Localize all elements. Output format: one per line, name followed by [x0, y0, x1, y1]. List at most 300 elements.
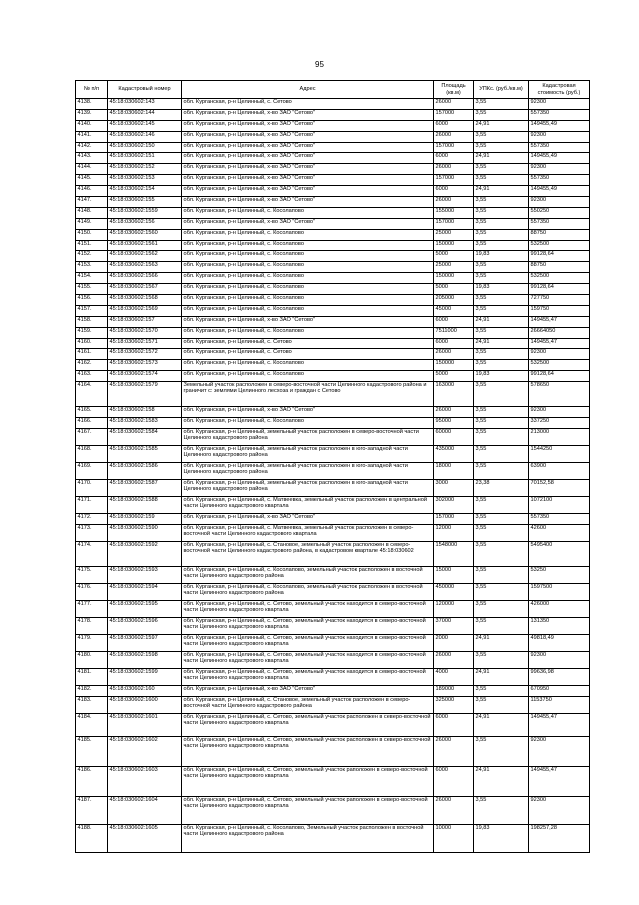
row-number: 4140.	[76, 120, 108, 131]
area: 450000	[434, 583, 474, 600]
upks: 3,55	[474, 696, 529, 713]
cadastral-number: 45:18:030602:1560	[108, 229, 182, 240]
upks: 19,83	[474, 284, 529, 295]
table-row	[76, 696, 590, 713]
cadastral-number: 45:18:030602:1603	[108, 766, 182, 796]
row-number: 4157.	[76, 305, 108, 316]
cadastral-cost: 149455,49	[529, 186, 590, 197]
cadastral-number: 45:18:030602:1568	[108, 295, 182, 306]
address: обл. Курганская, р-н Целинный, х-во ЗАО "Сетово"	[182, 120, 434, 131]
cadastral-number: 45:18:030602:1583	[108, 418, 182, 429]
cadastral-number: 45:18:030602:1579	[108, 382, 182, 407]
cadastral-cost: 557350	[529, 513, 590, 524]
address: обл. Курганская, р-н Целинный, с. Косолапово, земельный участок расположен в восточной части Целинного кадастрового района	[182, 566, 434, 583]
upks: 3,55	[474, 513, 529, 524]
address: обл. Курганская, р-н Целинный, с. Косолапово	[182, 305, 434, 316]
upks: 3,55	[474, 327, 529, 338]
address: обл. Курганская, р-н Целинный, с. Косолапово	[182, 371, 434, 382]
area: 150000	[434, 240, 474, 251]
upks: 3,55	[474, 541, 529, 566]
address: обл. Курганская, р-н Целинный, земельный участок расположен в юго-западной части Целинного кадастрового района	[182, 462, 434, 479]
upks: 3,55	[474, 685, 529, 696]
upks: 3,55	[474, 349, 529, 360]
cadastral-cost: 426000	[529, 600, 590, 617]
address: обл. Курганская, р-н Целинный, с. Сетово, земельный участок находится в северо-восточной части Целинного кадастрового квартала	[182, 668, 434, 685]
row-number: 4181.	[76, 668, 108, 685]
area: 157000	[434, 175, 474, 186]
cadastral-number: 45:18:030602:156	[108, 218, 182, 229]
cadastral-cost: 92300	[529, 131, 590, 142]
cadastral-cost: 92300	[529, 164, 590, 175]
row-number: 4159.	[76, 327, 108, 338]
cadastral-cost: 149455,49	[529, 120, 590, 131]
area: 5000	[434, 284, 474, 295]
table-row	[76, 186, 590, 197]
area: 6000	[434, 766, 474, 796]
address: обл. Курганская, р-н Целинный, х-во ЗАО "Сетово"	[182, 186, 434, 197]
cadastral-cost: 1597500	[529, 583, 590, 600]
cadastral-number: 45:18:030602:1604	[108, 796, 182, 824]
table-row	[76, 153, 590, 164]
area: 150000	[434, 273, 474, 284]
row-number: 4168.	[76, 445, 108, 462]
cadastral-cost: 92300	[529, 796, 590, 824]
address: обл. Курганская, р-н Целинный, с. Косолапово	[182, 295, 434, 306]
area: 1548000	[434, 541, 474, 566]
area: 157000	[434, 109, 474, 120]
address: обл. Курганская, р-н Целинный, с. Становое, земельный участок расположен в северо-восточной части Целинного кадастрового района, в кадастровом квартале 45:18:030602	[182, 541, 434, 566]
cadastral-number: 45:18:030602:154	[108, 186, 182, 197]
cadastral-number: 45:18:030602:1598	[108, 651, 182, 668]
area: 25000	[434, 262, 474, 273]
cadastral-number: 45:18:030602:145	[108, 120, 182, 131]
address: обл. Курганская, р-н Целинный, с. Сетово, земельный участок раположен в северо-восточной части Целинного кадастрового квартала	[182, 796, 434, 824]
cadastral-cost: 88750	[529, 229, 590, 240]
table-row	[76, 240, 590, 251]
area: 12000	[434, 524, 474, 541]
upks: 24,91	[474, 120, 529, 131]
address: обл. Курганская, р-н Целинный, с. Сетово	[182, 338, 434, 349]
cadastral-number: 45:18:030602:159	[108, 513, 182, 524]
cadastral-cost: 557350	[529, 175, 590, 186]
area: 60000	[434, 428, 474, 445]
table-row	[76, 766, 590, 796]
cadastral-cost: 149455,47	[529, 713, 590, 736]
cadastral-cost: 99128,64	[529, 371, 590, 382]
upks: 3,55	[474, 175, 529, 186]
area: 37000	[434, 617, 474, 634]
row-number: 4183.	[76, 696, 108, 713]
cadastral-number: 45:18:030602:144	[108, 109, 182, 120]
area: 163000	[434, 382, 474, 407]
address: обл. Курганская, р-н Целинный, х-во ЗАО "Сетово"	[182, 175, 434, 186]
area: 157000	[434, 218, 474, 229]
row-number: 4150.	[76, 229, 108, 240]
row-number: 4176.	[76, 583, 108, 600]
cadastral-number: 45:18:030602:150	[108, 142, 182, 153]
row-number: 4167.	[76, 428, 108, 445]
table-row	[76, 445, 590, 462]
upks: 24,91	[474, 668, 529, 685]
upks: 3,55	[474, 566, 529, 583]
cadastral-cost: 149455,47	[529, 316, 590, 327]
cadastral-cost: 727750	[529, 295, 590, 306]
area: 157000	[434, 142, 474, 153]
table-row	[76, 407, 590, 418]
row-number: 4147.	[76, 197, 108, 208]
cadastral-cost: 1072100	[529, 496, 590, 513]
area: 26000	[434, 349, 474, 360]
cadastral-number: 45:18:030602:1566	[108, 273, 182, 284]
page-number: 95	[315, 60, 324, 69]
cadastral-cost: 159750	[529, 305, 590, 316]
area: 205000	[434, 295, 474, 306]
area: 155000	[434, 207, 474, 218]
cadastral-number: 45:18:030602:143	[108, 99, 182, 110]
table-row	[76, 229, 590, 240]
upks: 19,83	[474, 824, 529, 852]
row-number: 4175.	[76, 566, 108, 583]
address: обл. Курганская, р-н Целинный, с. Косолапово, Земельный участок расположен в восточной части Целинного кадастрового района	[182, 824, 434, 852]
row-number: 4164.	[76, 382, 108, 407]
area: 189000	[434, 685, 474, 696]
cadastral-number: 45:18:030602:1562	[108, 251, 182, 262]
cadastral-number: 45:18:030602:1561	[108, 240, 182, 251]
row-number: 4154.	[76, 273, 108, 284]
area: 26000	[434, 197, 474, 208]
upks: 3,55	[474, 262, 529, 273]
table-row	[76, 566, 590, 583]
area: 6000	[434, 153, 474, 164]
address: обл. Курганская, р-н Целинный, с. Косолапово	[182, 251, 434, 262]
cadastral-number: 45:18:030602:160	[108, 685, 182, 696]
area: 25000	[434, 229, 474, 240]
table-row	[76, 824, 590, 852]
cadastral-cost: 557350	[529, 109, 590, 120]
cadastral-number: 45:18:030602:1569	[108, 305, 182, 316]
cadastral-cost: 92300	[529, 736, 590, 766]
cadastral-number: 45:18:030602:1586	[108, 462, 182, 479]
cadastral-cost: 92300	[529, 407, 590, 418]
header-cadastral-cost: Кадастровая стоимость (руб.)	[529, 81, 590, 99]
upks: 24,91	[474, 634, 529, 651]
area: 4000	[434, 668, 474, 685]
cadastral-cost: 532500	[529, 273, 590, 284]
area: 325000	[434, 696, 474, 713]
area: 5000	[434, 371, 474, 382]
table-row	[76, 164, 590, 175]
cadastral-number: 45:18:030602:153	[108, 175, 182, 186]
cadastral-number: 45:18:030602:1600	[108, 696, 182, 713]
cadastral-number: 45:18:030602:1597	[108, 634, 182, 651]
table-row	[76, 197, 590, 208]
row-number: 4174.	[76, 541, 108, 566]
row-number: 4148.	[76, 207, 108, 218]
header-cadastral-number: Кадастровый номер	[108, 81, 182, 99]
row-number: 4165.	[76, 407, 108, 418]
area: 6000	[434, 316, 474, 327]
cadastral-number: 45:18:030602:1588	[108, 496, 182, 513]
address: обл. Курганская, р-н Целинный, х-во ЗАО "Сетово"	[182, 131, 434, 142]
table-row	[76, 273, 590, 284]
row-number: 4143.	[76, 153, 108, 164]
cadastral-number: 45:18:030602:1572	[108, 349, 182, 360]
upks: 24,91	[474, 316, 529, 327]
upks: 3,55	[474, 796, 529, 824]
address: обл. Курганская, р-н Целинный, х-во ЗАО "Сетово"	[182, 164, 434, 175]
area: 18000	[434, 462, 474, 479]
row-number: 4141.	[76, 131, 108, 142]
address: обл. Курганская, р-н Целинный, с. Матвеевка, земельный участок расположен в центральной части Целинного кадастрового квартала	[182, 496, 434, 513]
area: 15000	[434, 566, 474, 583]
cadastral-number: 45:18:030602:152	[108, 164, 182, 175]
upks: 3,55	[474, 617, 529, 634]
table-row	[76, 120, 590, 131]
row-number: 4152.	[76, 251, 108, 262]
table-row	[76, 284, 590, 295]
row-number: 4144.	[76, 164, 108, 175]
cadastral-cost: 557350	[529, 218, 590, 229]
address: обл. Курганская, р-н Целинный, с. Сетово, земельный участок находится в северо-восточной части Целинного кадастрового квартала	[182, 617, 434, 634]
cadastral-number: 45:18:030602:1587	[108, 479, 182, 496]
address: Земельный участок расположен в северо-восточной части Целинного кадастрового района и граничит с: землями Целинного лесхоза и граждан с Сетово	[182, 382, 434, 407]
area: 302000	[434, 496, 474, 513]
upks: 3,55	[474, 240, 529, 251]
address: обл. Курганская, р-н Целинный, с. Косолапово	[182, 207, 434, 218]
upks: 3,55	[474, 164, 529, 175]
upks: 3,55	[474, 131, 529, 142]
row-number: 4177.	[76, 600, 108, 617]
area: 157000	[434, 513, 474, 524]
address: обл. Курганская, р-н Целинный, с. Косолапово	[182, 360, 434, 371]
address: обл. Курганская, р-н Целинный, с. Косолапово	[182, 229, 434, 240]
area: 26000	[434, 99, 474, 110]
cadastral-number: 45:18:030602:1573	[108, 360, 182, 371]
cadastral-cost: 70152,58	[529, 479, 590, 496]
address: обл. Курганская, р-н Целинный, с. Косолапово	[182, 418, 434, 429]
upks: 3,55	[474, 229, 529, 240]
row-number: 4187.	[76, 796, 108, 824]
upks: 3,55	[474, 273, 529, 284]
cadastral-cost: 49818,49	[529, 634, 590, 651]
address: обл. Курганская, р-н Целинный, с. Косолапово, земельный участок расположен в восточной части Целинного кадастрового района	[182, 583, 434, 600]
cadastral-cost: 213000	[529, 428, 590, 445]
table-row	[76, 360, 590, 371]
cadastral-number: 45:18:030602:1559	[108, 207, 182, 218]
upks: 3,55	[474, 524, 529, 541]
cadastral-cost: 149455,49	[529, 153, 590, 164]
address: обл. Курганская, р-н Целинный, х-во ЗАО "Сетово"	[182, 197, 434, 208]
row-number: 4145.	[76, 175, 108, 186]
address: обл. Курганская, р-н Целинный, х-во ЗАО "Сетово"	[182, 109, 434, 120]
cadastral-cost: 578650	[529, 382, 590, 407]
address: обл. Курганская, р-н Целинный, с. Косолапово	[182, 273, 434, 284]
cadastral-cost: 1544250	[529, 445, 590, 462]
address: обл. Курганская, р-н Целинный, х-во ЗАО "Сетово"	[182, 142, 434, 153]
cadastral-cost: 337250	[529, 418, 590, 429]
table-row	[76, 617, 590, 634]
cadastral-cost: 92300	[529, 197, 590, 208]
area: 120000	[434, 600, 474, 617]
upks: 3,55	[474, 142, 529, 153]
address: обл. Курганская, р-н Целинный, х-во ЗАО "Сетово"	[182, 513, 434, 524]
table-row	[76, 428, 590, 445]
cadastral-cost: 532500	[529, 240, 590, 251]
row-number: 4185.	[76, 736, 108, 766]
table-row	[76, 713, 590, 736]
cadastral-number: 45:18:030602:1571	[108, 338, 182, 349]
upks: 3,55	[474, 445, 529, 462]
table-row	[76, 462, 590, 479]
address: обл. Курганская, р-н Целинный, с. Сетово, земельный участок раположен в северо-восточной части Целинного кадастрового квартала	[182, 766, 434, 796]
address: обл. Курганская, р-н Целинный, с. Косолапово	[182, 240, 434, 251]
table-row	[76, 327, 590, 338]
cadastral-cost: 557350	[529, 142, 590, 153]
cadastral-cost: 92300	[529, 99, 590, 110]
cadastral-number: 45:18:030602:1584	[108, 428, 182, 445]
cadastral-number: 45:18:030602:1574	[108, 371, 182, 382]
row-number: 4188.	[76, 824, 108, 852]
address: обл. Курганская, р-н Целинный, с. Матвеевка, земельный участок расположен в северо-восточной части Целинного кадастрового квартала	[182, 524, 434, 541]
table-row	[76, 524, 590, 541]
row-number: 4158.	[76, 316, 108, 327]
area: 6000	[434, 713, 474, 736]
cadastral-cost: 670950	[529, 685, 590, 696]
upks: 24,91	[474, 186, 529, 197]
table-row	[76, 131, 590, 142]
area: 7511000	[434, 327, 474, 338]
row-number: 4186.	[76, 766, 108, 796]
area: 6000	[434, 338, 474, 349]
area: 95000	[434, 418, 474, 429]
cadastral-cost: 92300	[529, 651, 590, 668]
cadastral-cost: 1153750	[529, 696, 590, 713]
table-row	[76, 371, 590, 382]
row-number: 4163.	[76, 371, 108, 382]
table-row	[76, 634, 590, 651]
area: 435000	[434, 445, 474, 462]
cadastral-number: 45:18:030602:1567	[108, 284, 182, 295]
cadastral-cost: 550250	[529, 207, 590, 218]
area: 26000	[434, 164, 474, 175]
cadastral-number: 45:18:030602:1590	[108, 524, 182, 541]
table-row	[76, 175, 590, 186]
row-number: 4172.	[76, 513, 108, 524]
table-row	[76, 99, 590, 110]
upks: 24,91	[474, 713, 529, 736]
upks: 3,55	[474, 407, 529, 418]
row-number: 4166.	[76, 418, 108, 429]
upks: 3,55	[474, 218, 529, 229]
cadastral-number: 45:18:030602:151	[108, 153, 182, 164]
row-number: 4149.	[76, 218, 108, 229]
cadastral-cost: 198257,28	[529, 824, 590, 852]
table-row	[76, 142, 590, 153]
row-number: 4153.	[76, 262, 108, 273]
header-number: № п/п	[76, 81, 108, 99]
cadastral-cost: 149455,47	[529, 338, 590, 349]
cadastral-number: 45:18:030602:1563	[108, 262, 182, 273]
row-number: 4151.	[76, 240, 108, 251]
row-number: 4180.	[76, 651, 108, 668]
table-row	[76, 496, 590, 513]
row-number: 4160.	[76, 338, 108, 349]
cadastral-cost: 99128,64	[529, 284, 590, 295]
table-row	[76, 583, 590, 600]
table-row	[76, 207, 590, 218]
area: 26000	[434, 131, 474, 142]
table-row	[76, 651, 590, 668]
upks: 3,55	[474, 382, 529, 407]
address: обл. Курганская, р-н Целинный, х-во ЗАО "Сетово"	[182, 685, 434, 696]
cadastral-cost: 53250	[529, 566, 590, 583]
table-row	[76, 796, 590, 824]
table-row	[76, 418, 590, 429]
table-row	[76, 109, 590, 120]
cadastral-cost: 99636,98	[529, 668, 590, 685]
cadastral-number: 45:18:030602:1599	[108, 668, 182, 685]
header-area: Площадь (кв.м)	[434, 81, 474, 99]
address: обл. Курганская, р-н Целинный, х-во ЗАО "Сетово"	[182, 407, 434, 418]
cadastral-cost: 26664050	[529, 327, 590, 338]
table-header-row	[76, 81, 590, 99]
area: 3000	[434, 479, 474, 496]
table-row	[76, 338, 590, 349]
address: обл. Курганская, р-н Целинный, х-во ЗАО "Сетово"	[182, 316, 434, 327]
upks: 3,55	[474, 600, 529, 617]
address: обл. Курганская, р-н Целинный, с. Сетово, земельный участок находится в северо-восточной части Целинного кадастрового квартала	[182, 634, 434, 651]
upks: 3,55	[474, 462, 529, 479]
upks: 3,55	[474, 428, 529, 445]
address: обл. Курганская, р-н Целинный, с. Сетово	[182, 349, 434, 360]
address: обл. Курганская, р-н Целинный, с. Сетово, земельный участок находится в северо-восточной части Целинного кадастрового квартала	[182, 651, 434, 668]
cadastral-number: 45:18:030602:155	[108, 197, 182, 208]
area: 150000	[434, 360, 474, 371]
address: обл. Курганская, р-н Целинный, с. Сетово, земельный участок находится в северо-восточной части Целинного кадастрового квартала	[182, 600, 434, 617]
upks: 3,55	[474, 207, 529, 218]
upks: 3,55	[474, 583, 529, 600]
cadastral-cost: 88750	[529, 262, 590, 273]
upks: 3,55	[474, 197, 529, 208]
cadastral-number: 45:18:030602:1570	[108, 327, 182, 338]
table-row	[76, 382, 590, 407]
address: обл. Курганская, р-н Целинный, с. Сетово	[182, 99, 434, 110]
cadastral-table	[75, 80, 590, 853]
upks: 3,55	[474, 418, 529, 429]
header-upks: УПКс. (руб./кв.м)	[474, 81, 529, 99]
row-number: 4155.	[76, 284, 108, 295]
table-row	[76, 541, 590, 566]
table-body	[76, 99, 590, 853]
table-row	[76, 218, 590, 229]
cadastral-number: 45:18:030602:1593	[108, 566, 182, 583]
row-number: 4161.	[76, 349, 108, 360]
row-number: 4179.	[76, 634, 108, 651]
upks: 3,55	[474, 99, 529, 110]
address: обл. Курганская, р-н Целинный, с. Косолапово	[182, 262, 434, 273]
cadastral-number: 45:18:030602:1592	[108, 541, 182, 566]
cadastral-number: 45:18:030602:1602	[108, 736, 182, 766]
upks: 24,91	[474, 766, 529, 796]
table-row	[76, 251, 590, 262]
upks: 3,55	[474, 109, 529, 120]
cadastral-number: 45:18:030602:1601	[108, 713, 182, 736]
cadastral-number: 45:18:030602:157	[108, 316, 182, 327]
area: 26000	[434, 407, 474, 418]
cadastral-cost: 131350	[529, 617, 590, 634]
area: 10000	[434, 824, 474, 852]
address: обл. Курганская, р-н Целинный, х-во ЗАО "Сетово"	[182, 153, 434, 164]
